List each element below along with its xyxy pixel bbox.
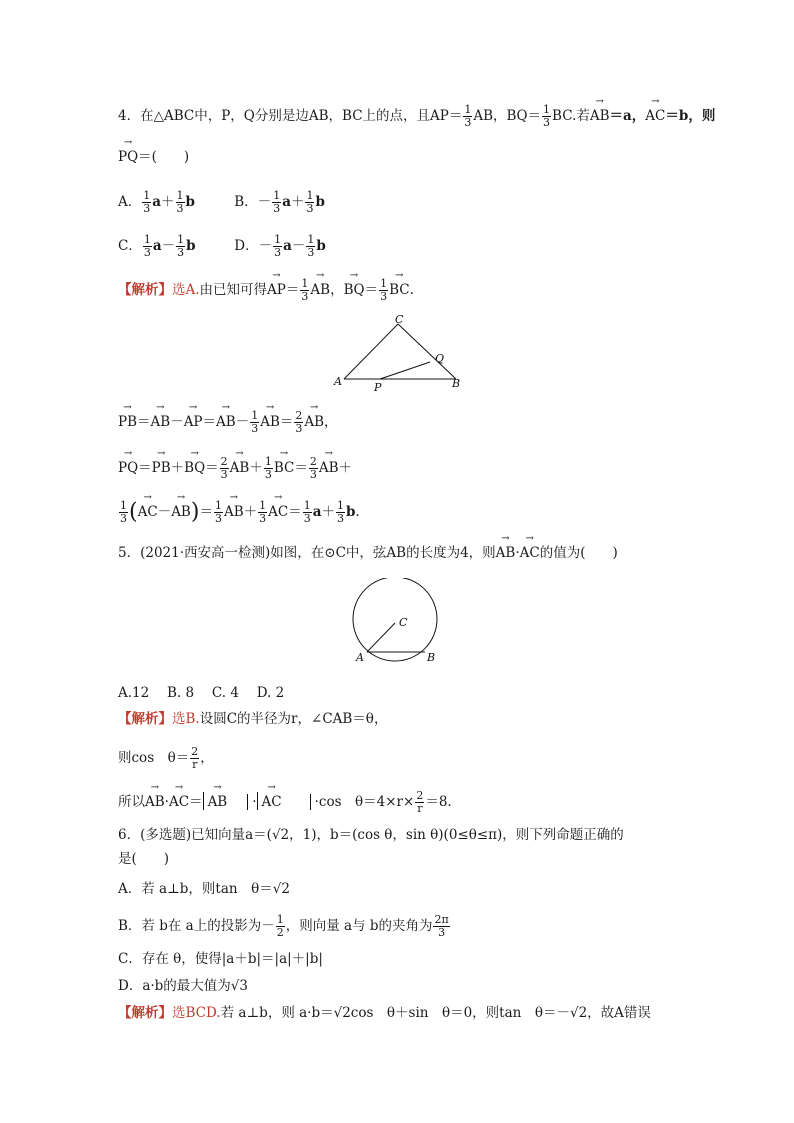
- q4-stem-text-e: ＝b，则: [665, 108, 716, 124]
- q4-option-b: B．－ $\frac{1}{3}$ a＋ $\frac{1}{3}$ b: [234, 189, 325, 215]
- q4-options-row1: [118, 190, 346, 215]
- label-c: C: [395, 313, 404, 326]
- q5-solution-line2: 则cos θ＝ $\frac{2}{r}$ ，: [118, 745, 214, 771]
- q4-derivation-line3: $\frac{1}{3}$ (→ AC－→ AB)＝ $\frac{1}{3}$ → AB＋ $\frac{1}{3}$ → AC＝ $\frac{1}{3}$ a＋ $\frac{1}{3}$ b.: [118, 500, 360, 525]
- q6-stem-line1: 6．(多选题)已知向量a＝(√2，1)，b＝(cos θ，sin θ)(0≤θ≤π)，则下列命题正确的: [118, 827, 624, 843]
- q6-stem-line2: 是( ): [118, 851, 170, 867]
- q5-solution-line1: 【解析】选B.设圆C的半径为r，∠CAB＝θ，: [118, 711, 388, 727]
- q4-stem-text-b: AB，BQ＝: [473, 108, 542, 124]
- q6-solution-line1: 【解析】选BCD.若 a⊥b，则 a·b＝√2cos θ＋sin θ＝0，则tan θ＝－√2，故A错误: [118, 1005, 651, 1021]
- label-c: C: [399, 616, 408, 629]
- vector-ac: → AC: [645, 107, 665, 125]
- triangle-figure: [330, 312, 470, 394]
- q5-options: A.12 B. 8 C. 4 D. 2: [118, 685, 285, 701]
- solution-answer: 选A.: [172, 282, 200, 298]
- q4-option-a: A． $\frac{1}{3}$ a＋ $\frac{1}{3}$ b: [118, 189, 195, 215]
- label-a: A: [334, 375, 342, 388]
- label-a: A: [356, 651, 364, 664]
- q4-solution-line1: 【解析】选A.由已知可得→ AP＝ $\frac{1}{3}$ → AB，→ BQ＝ $\frac{1}{3}$ → BC.: [118, 278, 414, 303]
- label-q: Q: [435, 352, 445, 365]
- fraction: $\frac{1}{3}$: [464, 103, 472, 129]
- circle-figure: [345, 578, 445, 666]
- label-p: P: [374, 381, 382, 394]
- q4-options-row2: [118, 234, 346, 259]
- q5-stem: 5．(2021·西安高一检测)如图，在⊙C中，弦AB的长度为4，则→ AB·→ AC的值为( ): [118, 544, 618, 562]
- vector-pq: → PQ: [118, 148, 138, 166]
- q6-option-c: C．存在 θ，使得|a＋b|＝|a|＋|b|: [118, 951, 323, 967]
- q4-stem-text-d: ＝a，: [609, 108, 646, 124]
- q4-option-d: D．－ $\frac{1}{3}$ a－ $\frac{1}{3}$ b: [234, 233, 326, 259]
- solution-tag: 【解析】: [118, 282, 172, 298]
- q4-stem-line1: [118, 104, 715, 129]
- q6-option-d: D．a·b的最大值为√3: [118, 978, 248, 994]
- q4-derivation-line2: → PQ＝→ PB＋→ BQ＝ $\frac{2}{3}$ → AB＋ $\frac{1}{3}$ → BC＝ $\frac{2}{3}$ → AB＋: [118, 456, 352, 481]
- q4-derivation-line1: → PB＝→ AB－→ AP＝→ AB－ $\frac{1}{3}$ → AB＝ $\frac{2}{3}$ → AB，: [118, 410, 338, 435]
- q5-solution-line3: 所以→ AB·→ AC＝→ AB ·→ AC ·cos θ＝4×r× $\frac{2}{r}$ ＝8.: [118, 790, 452, 815]
- q4-stem-text-a: 4．在△ABC中，P，Q分别是边AB，BC上的点，且AP＝: [118, 108, 463, 124]
- q4-stem-line2: → PQ＝( ): [118, 148, 189, 166]
- q4-stem-text-c: BC.若: [552, 108, 590, 124]
- q6-option-a: A．若 a⊥b，则tan θ＝√2: [118, 881, 290, 897]
- label-b: B: [452, 377, 461, 390]
- vector-ab: → AB: [590, 107, 610, 125]
- q4-option-c: C． $\frac{1}{3}$ a－ $\frac{1}{3}$ b: [118, 233, 196, 259]
- label-b: B: [427, 651, 436, 664]
- fraction: $\frac{1}{3}$: [543, 103, 551, 129]
- q6-option-b: B．若 b在 a上的投影为－ $\frac{1}{2}$ ，则向量 a与 b的夹角为 $\frac{2\pi}{3}$: [118, 913, 449, 939]
